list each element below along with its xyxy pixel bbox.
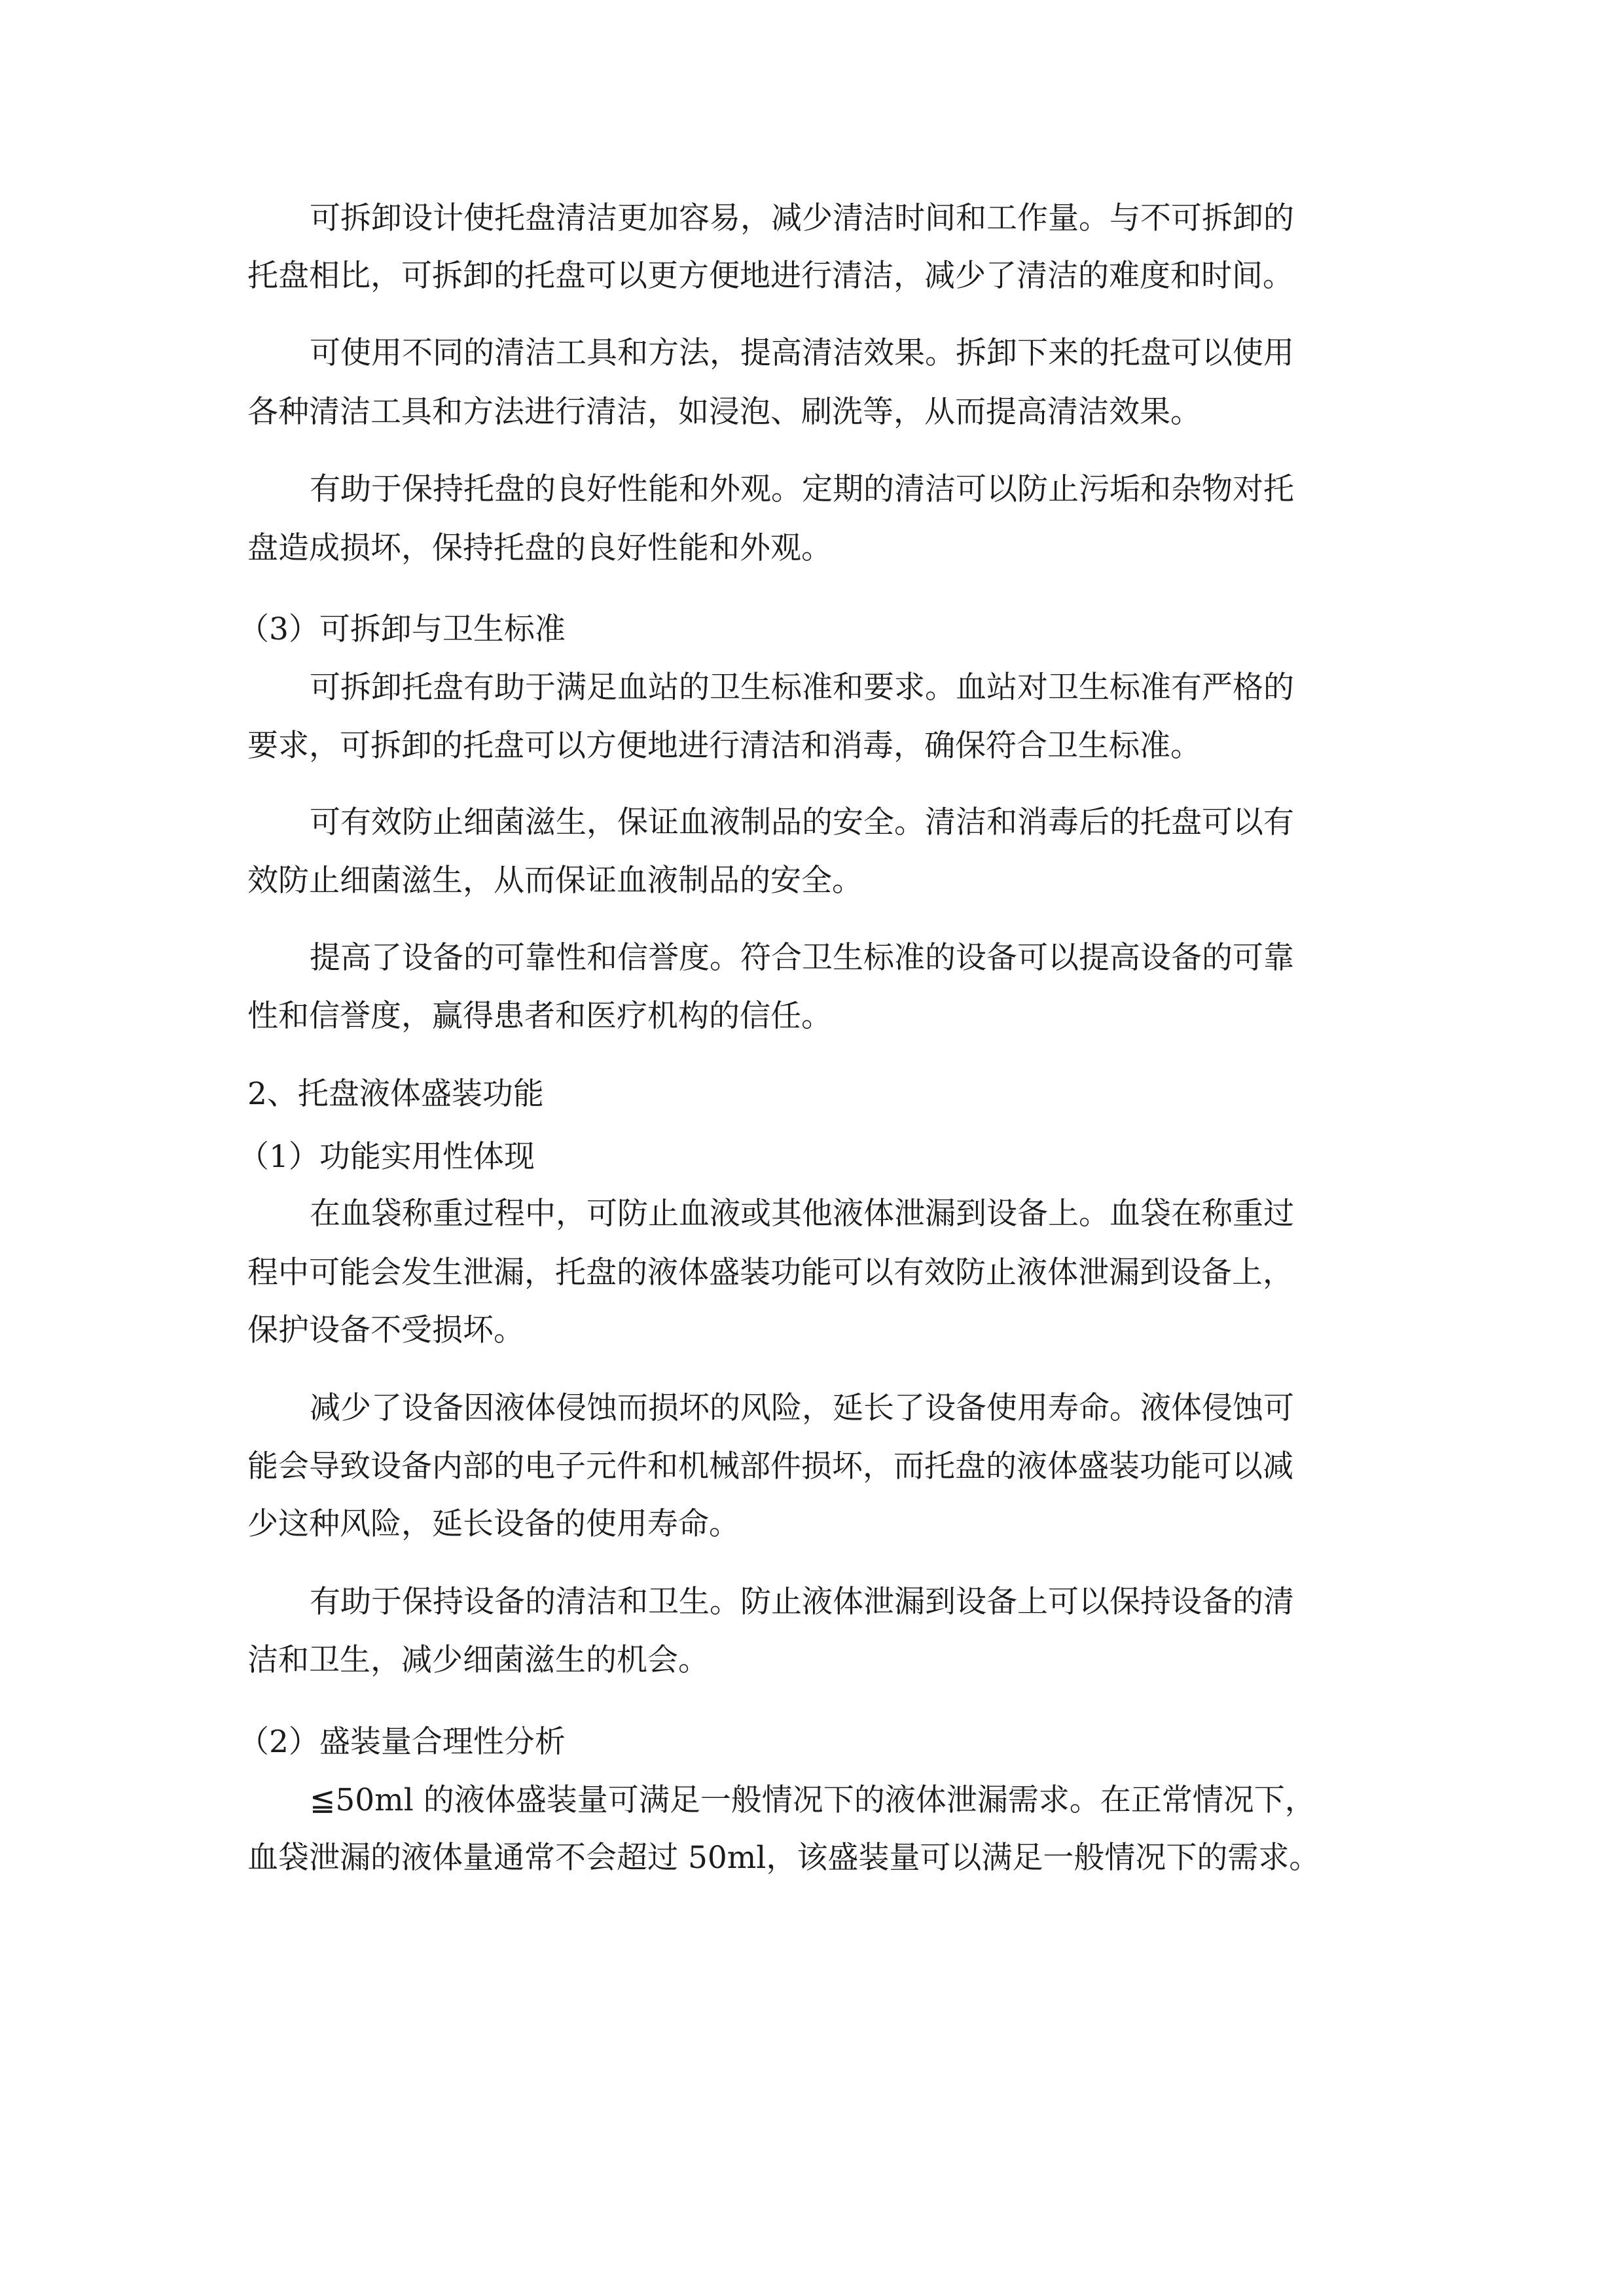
paragraph-line: 血袋泄漏的液体量通常不会超过 50ml，该盛装量可以满足一般情况下的需求。 <box>247 1840 1320 1876</box>
subsection-heading: （1）功能实用性体现 <box>238 1139 535 1175</box>
subsection-heading: （2）盛装量合理性分析 <box>238 1724 566 1760</box>
paragraph-line: 盘造成损坏，保持托盘的良好性能和外观。 <box>247 530 832 566</box>
paragraph-line: 有助于保持托盘的良好性能和外观。定期的清洁可以防止污垢和杂物对托 <box>310 471 1294 507</box>
paragraph-line: 在血袋称重过程中，可防止血液或其他液体泄漏到设备上。血袋在称重过 <box>310 1196 1294 1232</box>
paragraph-line: 性和信誉度，赢得患者和医疗机构的信任。 <box>247 998 832 1034</box>
paragraph-line: 提高了设备的可靠性和信誉度。符合卫生标准的设备可以提高设备的可靠 <box>310 940 1294 976</box>
paragraph-line: 程中可能会发生泄漏，托盘的液体盛装功能可以有效防止液体泄漏到设备上， <box>247 1255 1293 1291</box>
paragraph-line: 可拆卸设计使托盘清洁更加容易，减少清洁时间和工作量。与不可拆卸的 <box>310 200 1294 236</box>
paragraph-line: 洁和卫生，减少细菌滋生的机会。 <box>247 1642 709 1678</box>
paragraph-line: 有助于保持设备的清洁和卫生。防止液体泄漏到设备上可以保持设备的清 <box>310 1584 1294 1620</box>
section-heading: 2、托盘液体盛装功能 <box>247 1076 544 1112</box>
paragraph-line: 托盘相比，可拆卸的托盘可以更方便地进行清洁，减少了清洁的难度和时间。 <box>247 258 1293 294</box>
paragraph-line: 可有效防止细菌滋生，保证血液制品的安全。清洁和消毒后的托盘可以有 <box>310 804 1294 840</box>
paragraph-line: 可拆卸托盘有助于满足血站的卫生标准和要求。血站对卫生标准有严格的 <box>310 670 1294 706</box>
subsection-heading: （3）可拆卸与卫生标准 <box>238 611 566 647</box>
paragraph-line: 可使用不同的清洁工具和方法，提高清洁效果。拆卸下来的托盘可以使用 <box>310 335 1294 371</box>
paragraph-line: ≦50ml 的液体盛装量可满足一般情况下的液体泄漏需求。在正常情况下， <box>310 1782 1316 1818</box>
paragraph-line: 要求，可拆卸的托盘可以方便地进行清洁和消毒，确保符合卫生标准。 <box>247 728 1201 764</box>
paragraph-line: 能会导致设备内部的电子元件和机械部件损坏，而托盘的液体盛装功能可以减 <box>247 1448 1293 1484</box>
paragraph-line: 减少了设备因液体侵蚀而损坏的风险，延长了设备使用寿命。液体侵蚀可 <box>310 1390 1294 1426</box>
paragraph-line: 各种清洁工具和方法进行清洁，如浸泡、刷洗等，从而提高清洁效果。 <box>247 394 1201 430</box>
paragraph-line: 效防止细菌滋生，从而保证血液制品的安全。 <box>247 863 863 899</box>
paragraph-line: 少这种风险，延长设备的使用寿命。 <box>247 1506 740 1542</box>
paragraph-line: 保护设备不受损坏。 <box>247 1312 524 1348</box>
